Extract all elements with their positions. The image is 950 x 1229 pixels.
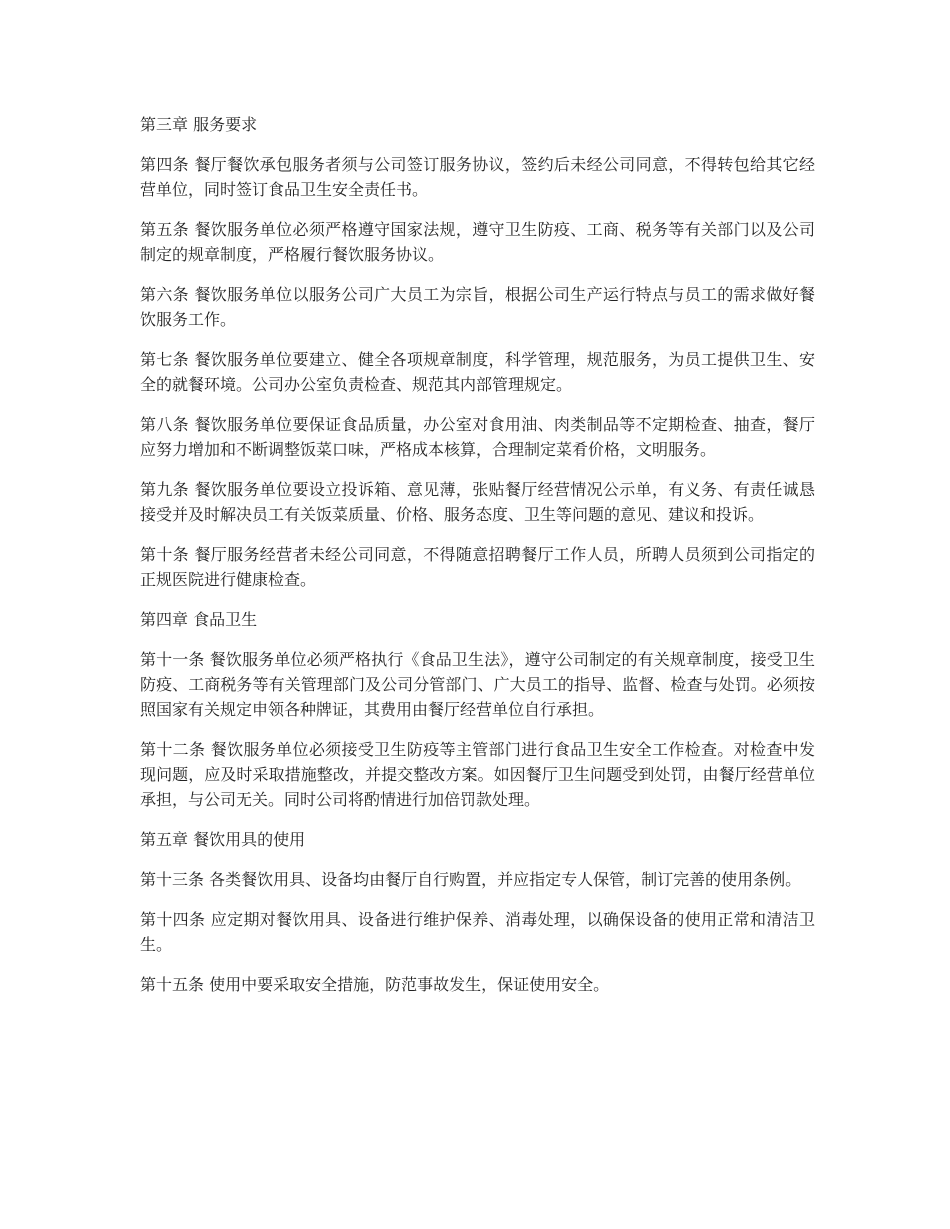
- chapter-5-heading: 第五章 餐饮用具的使用: [140, 830, 306, 849]
- article-15: 第十五条 使用中要采取安全措施，防范事故发生，保证使用安全。: [140, 975, 610, 994]
- article-11: 第十一条 餐饮服务单位必须严格执行《食品卫生法》，遵守公司制定的有关规章制度，接受卫生防疫、工商税务等有关管理部门及公司分管部门、广大员工的指导、监督、检查与处罚。必须按照国家有关规定申领各种牌证，其费用由餐厅经营单位自行承担。: [140, 650, 815, 719]
- article-5: 第五条 餐饮服务单位必须严格遵守国家法规，遵守卫生防疫、工商、税务等有关部门以及公司制定的规章制度，严格履行餐饮服务协议。: [140, 220, 815, 264]
- article-14: 第十四条 应定期对餐饮用具、设备进行维护保养、消毒处理，以确保设备的使用正常和清洁卫生。: [140, 910, 815, 954]
- article-9: 第九条 餐饮服务单位要设立投诉箱、意见薄，张贴餐厅经营情况公示单，有义务、有责任诚恳接受并及时解决员工有关饭菜质量、价格、服务态度、卫生等问题的意见、建议和投诉。: [140, 480, 815, 524]
- article-8: 第八条 餐饮服务单位要保证食品质量，办公室对食用油、肉类制品等不定期检查、抽查，餐厅应努力增加和不断调整饭菜口味，严格成本核算，合理制定菜肴价格，文明服务。: [140, 415, 815, 459]
- article-6: 第六条 餐饮服务单位以服务公司广大员工为宗旨，根据公司生产运行特点与员工的需求做好餐饮服务工作。: [140, 285, 815, 329]
- article-12: 第十二条 餐饮服务单位必须接受卫生防疫等主管部门进行食品卫生安全工作检查。对检查中发现问题，应及时采取措施整改，并提交整改方案。如因餐厅卫生问题受到处罚，由餐厅经营单位承担，与公司无关。同时公司将酌情进行加倍罚款处理。: [140, 740, 815, 809]
- article-4: 第四条 餐厅餐饮承包服务者须与公司签订服务协议，签约后未经公司同意，不得转包给其它经营单位，同时签订食品卫生安全责任书。: [140, 155, 815, 199]
- article-10: 第十条 餐厅服务经营者未经公司同意，不得随意招聘餐厅工作人员，所聘人员须到公司指定的正规医院进行健康检查。: [140, 545, 815, 589]
- article-7: 第七条 餐饮服务单位要建立、健全各项规章制度，科学管理，规范服务，为员工提供卫生、安全的就餐环境。公司办公室负责检查、规范其内部管理规定。: [140, 350, 815, 394]
- article-13: 第十三条 各类餐饮用具、设备均由餐厅自行购置，并应指定专人保管，制订完善的使用条例。: [140, 870, 802, 889]
- chapter-3-heading: 第三章 服务要求: [140, 115, 258, 134]
- chapter-4-heading: 第四章 食品卫生: [140, 610, 258, 629]
- document-page: [140, 112, 815, 1012]
